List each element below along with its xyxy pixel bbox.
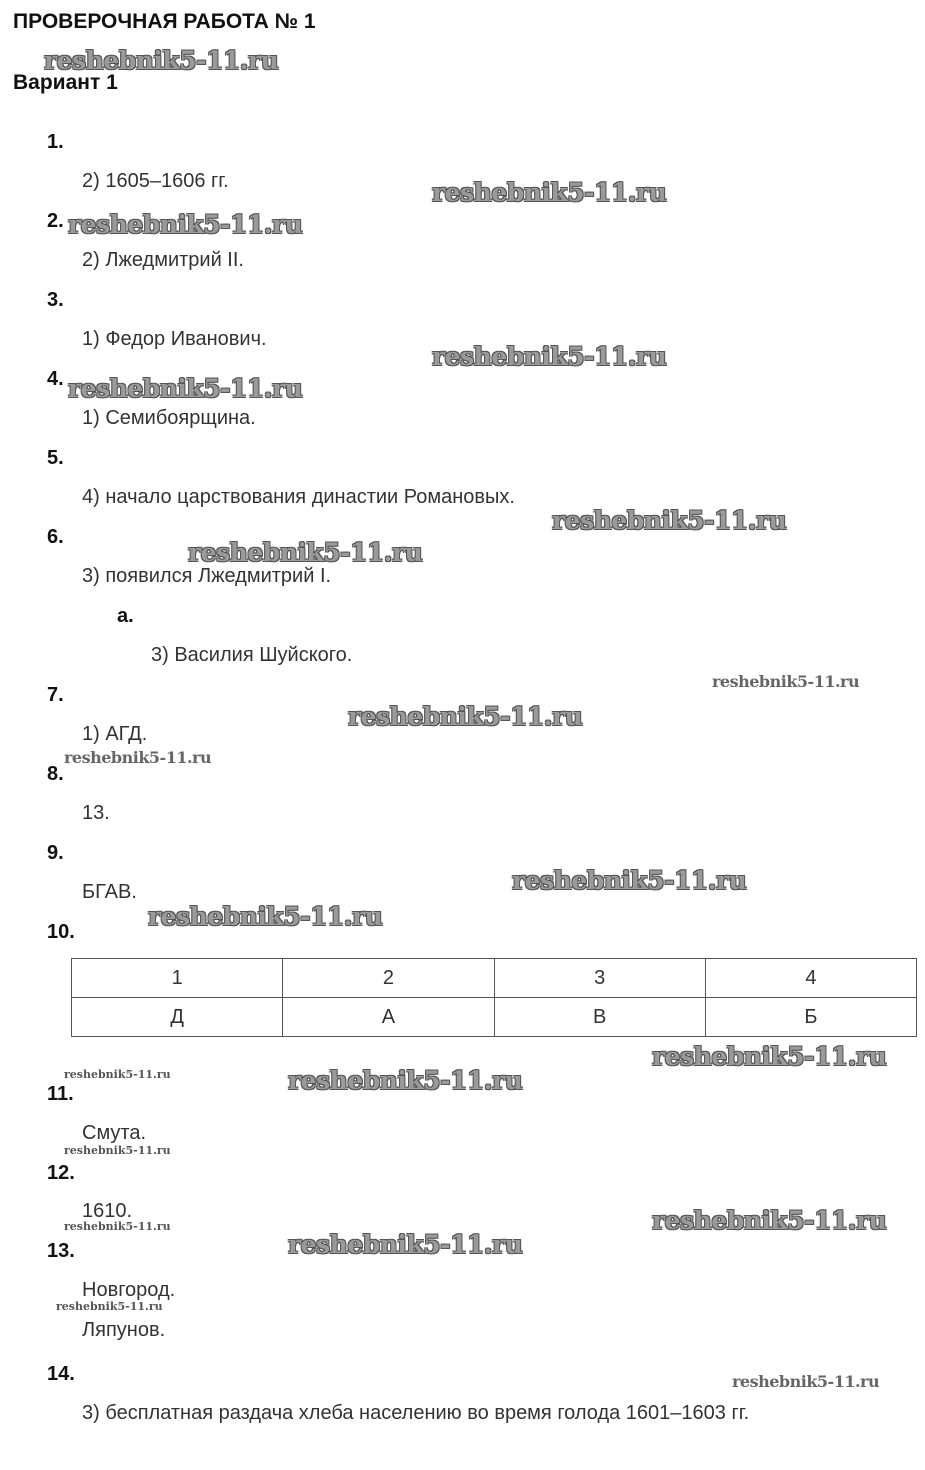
watermark: reshebnik5-11.ru	[64, 748, 212, 767]
watermark: reshebnik5-11.ru	[64, 1068, 171, 1081]
watermark: reshebnik5-11.ru	[68, 374, 303, 403]
watermark: reshebnik5-11.ru	[552, 506, 787, 535]
answer-text: БГАВ.	[82, 881, 137, 903]
watermark: reshebnik5-11.ru	[432, 342, 667, 371]
watermark: reshebnik5-11.ru	[56, 1300, 163, 1313]
table-cell: Д	[72, 998, 283, 1037]
question-number: 7.	[47, 684, 64, 706]
question-number: 2.	[47, 210, 64, 232]
table-cell: Б	[705, 998, 916, 1037]
answer-text: 3) Василия Шуйского.	[151, 644, 353, 666]
table-cell: В	[494, 998, 705, 1037]
question-number: 3.	[47, 289, 64, 311]
answer-text: Ляпунов.	[82, 1319, 166, 1341]
question-number: 12.	[47, 1162, 75, 1184]
table-header-cell: 2	[283, 959, 494, 998]
answer-text: 4) начало царствования династии Романовых.	[82, 486, 515, 508]
answer-text: 2) Лжедмитрий II.	[82, 249, 244, 271]
question-number: 4.	[47, 368, 64, 390]
answer-text: 3) появился Лжедмитрий I.	[82, 565, 332, 587]
watermark: reshebnik5-11.ru	[652, 1206, 887, 1235]
answer-table	[71, 958, 917, 1037]
answer-text: 1) АГД.	[82, 723, 148, 745]
answer-text: Смута.	[82, 1122, 147, 1144]
question-number: 6.	[47, 526, 64, 548]
table-header-cell: 1	[72, 959, 283, 998]
answer-text: Новгород.	[82, 1279, 176, 1301]
watermark: reshebnik5-11.ru	[68, 210, 303, 239]
answer-text: 2) 1605–1606 гг.	[82, 170, 229, 192]
watermark: reshebnik5-11.ru	[288, 1230, 523, 1259]
answer-text: 13.	[82, 802, 110, 824]
watermark: reshebnik5-11.ru	[188, 538, 423, 567]
watermark: reshebnik5-11.ru	[64, 1220, 171, 1233]
table-header-cell: 4	[705, 959, 916, 998]
question-number: 9.	[47, 842, 64, 864]
table-row	[72, 959, 917, 998]
question-number: 1.	[47, 131, 64, 153]
answer-text: 1610.	[82, 1200, 133, 1222]
watermark: reshebnik5-11.ru	[348, 702, 583, 731]
table-row	[72, 998, 917, 1037]
watermark: reshebnik5-11.ru	[148, 902, 383, 931]
watermark: reshebnik5-11.ru	[288, 1066, 523, 1095]
watermark: reshebnik5-11.ru	[712, 672, 860, 691]
answer-text: 1) Семибоярщина.	[82, 407, 256, 429]
question-number: 13.	[47, 1240, 75, 1262]
question-number: 8.	[47, 763, 64, 785]
question-number: 10.	[47, 921, 75, 943]
answer-text: 3) бесплатная раздача хлеба населению во время голода 1601–1603 гг.	[82, 1402, 750, 1424]
answer-text: 1) Федор Иванович.	[82, 328, 267, 350]
watermark: reshebnik5-11.ru	[44, 46, 279, 75]
question-number: 11.	[47, 1083, 74, 1105]
variant-heading: Вариант 1	[13, 71, 118, 94]
table-cell: А	[283, 998, 494, 1037]
watermark: reshebnik5-11.ru	[432, 178, 667, 207]
subquestion-letter: а.	[117, 605, 134, 627]
page-title: ПРОВЕРОЧНАЯ РАБОТА № 1	[13, 10, 316, 33]
question-number: 14.	[47, 1363, 75, 1385]
table-header-cell: 3	[494, 959, 705, 998]
watermark: reshebnik5-11.ru	[512, 866, 747, 895]
question-number: 5.	[47, 447, 64, 469]
watermark: reshebnik5-11.ru	[652, 1042, 887, 1071]
watermark: reshebnik5-11.ru	[64, 1144, 171, 1157]
watermark: reshebnik5-11.ru	[732, 1372, 880, 1391]
